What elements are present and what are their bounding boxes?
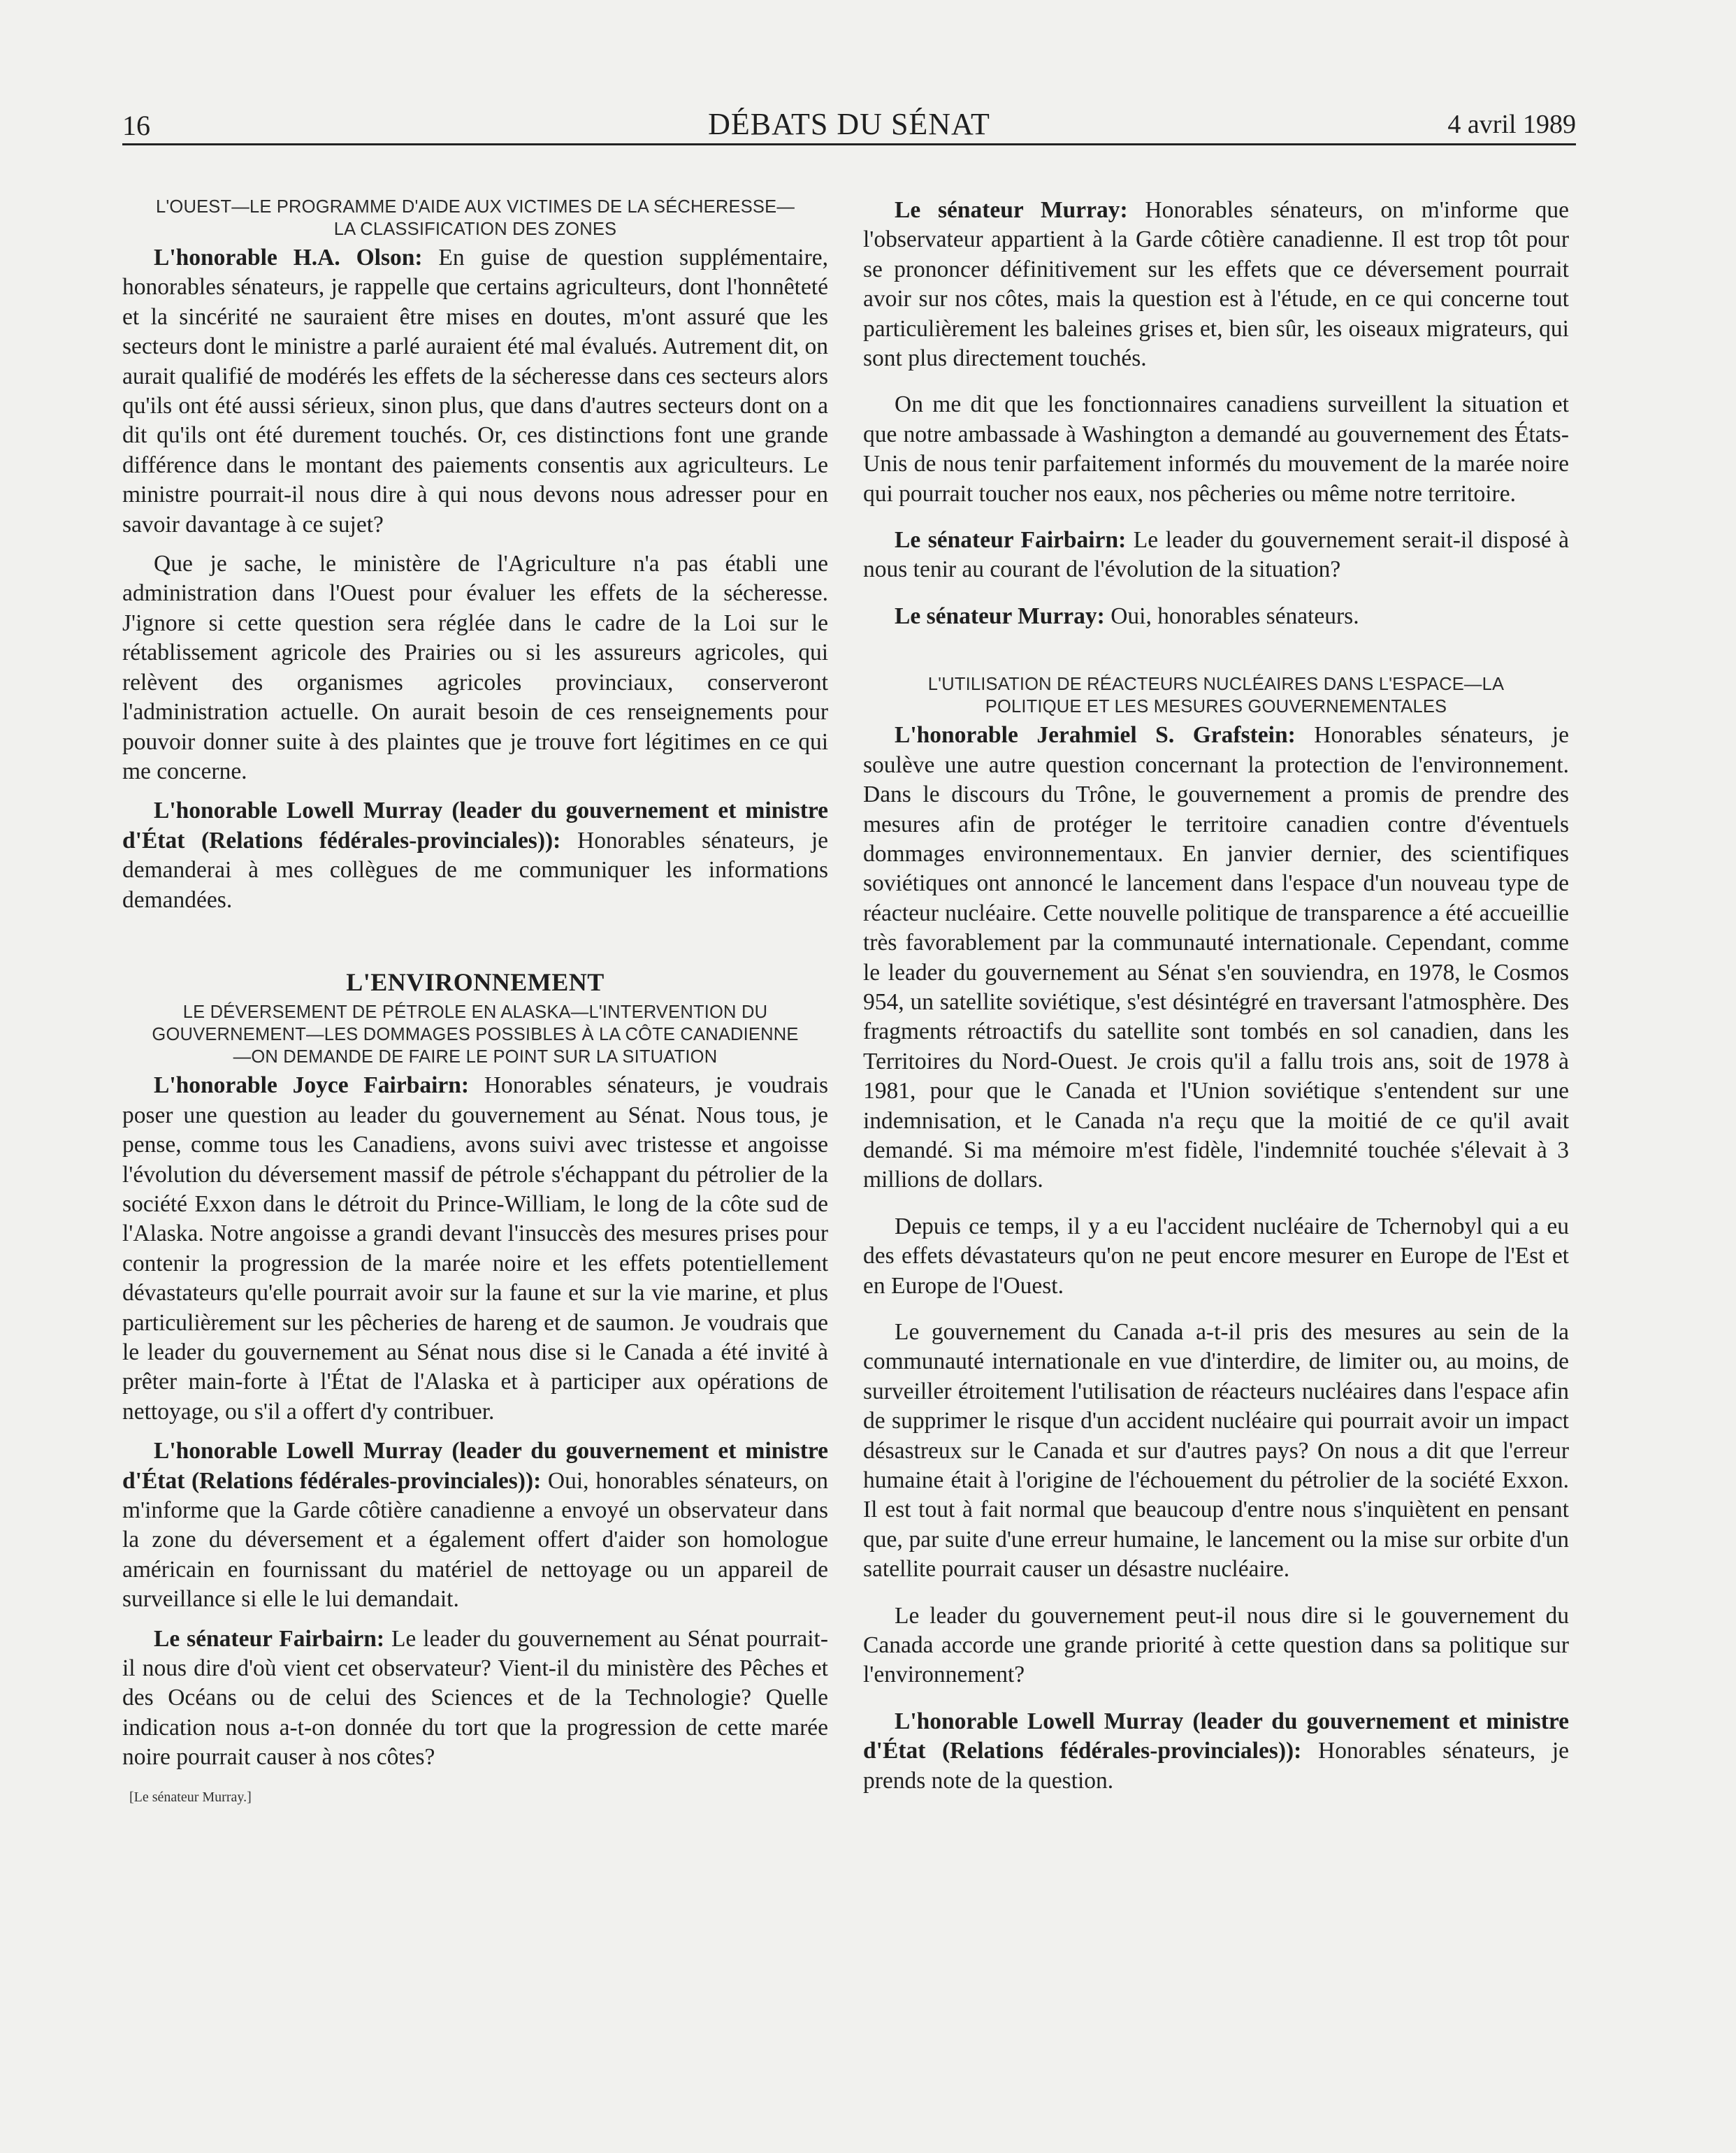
speaker-name: Le sénateur Murray:	[895, 603, 1105, 629]
paragraph-text: Oui, honorables sénateurs, on m'informe que la Garde côtière canadienne a envoyé un observateur dans la zone du déversement et a également offert d'aider son homologue américain en fournissant du matériel de nettoyage ou un appareil de surveillance si elle le lui demandait.	[122, 1467, 829, 1613]
speaker-name: L'honorable Lowell Murray (leader du gouvernement et ministre d'État (Relations fédérales-provinciales)):	[122, 798, 828, 854]
paragraph-olson	[122, 243, 828, 540]
paragraph-text: Honorables sénateurs, je soulève une autre question concernant la protection de l'environnement. Dans le discours du Trône, le gouvernement a promis de prendre des mesures afin de protéger le territoire canadien contre d'éventuels dommages environnementaux. En janvier dernier, des scientifiques soviétiques ont annoncé le lancement dans l'espace d'un nouveau type de réacteur nucléaire. Cette nouvelle politique de transparence a été accueillie très favorablement par la communauté internationale. Cependant, comme le leader du gouvernement au Sénat s'en souviendra, en 1978, le Cosmos 954, un satellite soviétique, s'est désintégré en traversant l'atmosphère. Des fragments rétroactifs du satellite sont tombés en sol canadien, dans les Territoires du Nord-Ouest. Je crois qu'il a fallu trois ans, soit de 1978 à 1981, pour que le Canada et l'Union soviétique s'entendent sur une indemnisation, et le Canada n'a reçu que la moitié de ce qu'il avait demandé. Si ma mémoire m'est fidèle, l'indemnité touchée s'élevait à 3 millions de dollars.	[863, 722, 1569, 1193]
speaker-name: L'honorable Joyce Fairbairn:	[154, 1072, 470, 1099]
paragraph-text: Le leader du gouvernement peut-il nous dire si le gouvernement du Canada accorde une grande priorité à cette question dans sa politique sur l'environnement?	[863, 1602, 1569, 1688]
paragraph-text: Honorables sénateurs, je voudrais poser une question au leader du gouvernement au Sénat. Nous tous, je pense, comme tous les Canadiens, avons suivi avec tristesse et angoisse l'évolution du déversement massif de pétrole s'échappant du pétrolier de la société Exxon dans le détroit du Prince-William, le long de la côte sud de l'Alaska. Notre angoisse a grandi devant l'insuccès des mesures prises pour contenir la progression de la marée noire et les effets potentiellement dévastateurs qu'elle pourrait avoir sur la faune et sur la vie marine, et plus particulièrement sur les pêcheries de hareng et de saumon. Je voudrais que le leader du gouvernement au Sénat nous dise si le Canada a été invité à prêter main-forte à l'État de l'Alaska et à participer aux opérations de nettoyage, ou s'il a offert d'y contribuer.	[122, 1072, 828, 1425]
header-rule	[122, 143, 1576, 145]
speaker-name: L'honorable Jerahmiel S. Grafstein:	[895, 722, 1296, 749]
subheading-drought: L'OUEST—LE PROGRAMME D'AIDE AUX VICTIMES DE LA SÉCHERESSE—LA CLASSIFICATION DES ZONES	[155, 197, 795, 239]
paragraph-text: Honorables sénateurs, je prends note de la question.	[863, 1738, 1569, 1794]
paragraph-fairbairn-followup	[122, 1625, 828, 1773]
section-title-environment: L'ENVIRONNEMENT	[346, 967, 605, 996]
paragraph-murray-reply	[122, 796, 828, 915]
speaker-name: Le sénateur Fairbairn:	[895, 527, 1127, 554]
paragraph-text: Honorables sénateurs, on m'informe que l'observateur appartient à la Garde côtière canadienne. Il est trop tôt pour se prononcer définitivement sur les effets que ce déversement pourrait avoir sur nos côtes, mais la question est à l'étude, en ce qui concerne tout particulièrement les baleines grises et, bien sûr, les oiseaux migrateurs, qui sont plus directement touchés.	[863, 197, 1569, 372]
paragraph-text: Depuis ce temps, il y a eu l'accident nucléaire de Tchernobyl qui a eu des effets dévastateurs qu'on ne peut encore mesurer en Europe de l'Est et en Europe de l'Ouest.	[863, 1213, 1569, 1299]
paragraph-text: Oui, honorables sénateurs.	[1104, 603, 1359, 629]
paragraph-fairbairn-update	[863, 526, 1569, 585]
paragraph-chernobyl	[863, 1212, 1569, 1301]
speaker-name: L'honorable Lowell Murray (leader du gouvernement et ministre d'État (Relations fédérales-provinciales)):	[122, 1438, 828, 1494]
speaker-name: L'honorable H.A. Olson:	[154, 245, 423, 271]
paragraph-murray-officials	[863, 390, 1569, 509]
paragraph-text: Le gouvernement du Canada a-t-il pris des mesures au sein de la communauté internationale en vue d'interdire, de limiter ou, au moins, de surveiller étroitement l'utilisation de réacteurs nucléaires dans l'espace afin de supprimer le risque d'un accident nucléaire qui pourrait avoir un impact désastreux sur le Canada et sur d'autres pays? On nous a dit que l'erreur humaine était à l'origine de l'échouement du pétrolier de la société Exxon. Il est tout à fait normal que beaucoup d'entre nous s'inquiètent en pensant que, par suite d'une erreur humaine, le lancement ou la mise sur orbite d'un satellite pourrait causer un désastre nucléaire.	[863, 1319, 1569, 1583]
speaker-name: Le sénateur Murray:	[895, 197, 1128, 223]
subheading-alaska-spill: LE DÉVERSEMENT DE PÉTROLE EN ALASKA—L'INTERVENTION DU GOUVERNEMENT—LES DOMMAGES POSSIBLES À LA CÔTE CANADIENNE—ON DEMANDE DE FAIRE LE POINT SUR LA SITUATION	[152, 1002, 799, 1067]
paragraph-fairbairn	[122, 1071, 828, 1427]
paragraph-murray-answer	[122, 1436, 828, 1614]
paragraph-olson-cont	[122, 549, 828, 786]
publication-date: 4 avril 1989	[1447, 110, 1576, 139]
paragraph-canada-measures	[863, 1318, 1569, 1585]
paragraph-priority-question	[863, 1601, 1569, 1690]
speaker-footnote: [Le sénateur Murray.]	[129, 1789, 252, 1805]
paragraph-murray-observer	[863, 196, 1569, 373]
paragraph-text: Honorables sénateurs, je demanderai à mes collègues de me communiquer les informations demandées.	[122, 827, 828, 913]
section-spacer	[863, 631, 1569, 673]
speaker-name: Le sénateur Fairbairn:	[154, 1625, 385, 1652]
right-column	[863, 196, 1569, 1796]
subheading-nuclear-reactors: L'UTILISATION DE RÉACTEURS NUCLÉAIRES DANS L'ESPACE—LA POLITIQUE ET LES MESURES GOUVERNEMENTALES	[927, 675, 1505, 717]
publication-title: DÉBATS DU SÉNAT	[708, 107, 990, 141]
speaker-name: L'honorable Lowell Murray (leader du gouvernement et ministre d'État (Relations fédérales-provinciales)):	[863, 1708, 1569, 1764]
paragraph-text: Que je sache, le ministère de l'Agriculture n'a pas établi une administration dans l'Ouest pour évaluer les effets de la sécheresse. J'ignore si cette question sera réglée dans le cadre de la Loi sur le rétablissement agricole des Prairies ou si les assureurs agricoles, qui relèvent des organismes agricoles provinciaux, conserveront l'administration actuelle. On aurait besoin de ces renseignements pour pouvoir donner suite à des plaintes que je trouve fort légitimes en ce qui me concerne.	[122, 551, 828, 784]
page-number: 16	[122, 110, 150, 141]
paragraph-text: On me dit que les fonctionnaires canadiens surveillent la situation et que notre ambassade à Washington a demandé au gouvernement des États-Unis de nous tenir parfaitement informés du mouvement de la marée noire qui pourrait toucher nos eaux, nos pêcheries ou même notre territoire.	[863, 391, 1569, 507]
paragraph-text: Le leader du gouvernement serait-il disposé à nous tenir au courant de l'évolution de la situation?	[863, 527, 1570, 583]
paragraph-text: En guise de question supplémentaire, honorables sénateurs, je rappelle que certains agriculteurs, dont l'honnêteté et la sincérité ne sauraient être mises en doutes, m'ont assuré que les secteurs dont le ministre a parlé auraient été mal évalués. Autrement dit, on aurait qualifié de modérés les effets de la sécheresse dans ces secteurs alors qu'ils ont été aussi sérieux, sinon plus, que dans d'autres secteurs dont on a dit qu'ils ont été durement touchés. Or, ces distinctions font une grande différence dans le montant des paiements consentis aux agriculteurs. Le ministre pourrait-il nous dire à qui nous devons nous adresser pour en savoir davantage à ce sujet?	[122, 245, 828, 538]
paragraph-text: Le leader du gouvernement au Sénat pourrait-il nous dire d'où vient cet observateur? Vient-il du ministère des Pêches et des Océans ou de celui des Sciences et de la Technologie? Quelle indication nous a-t-on donnée du tort que la progression de cette marée noire pourrait causer à nos côtes?	[122, 1625, 829, 1771]
paragraph-murray-yes	[863, 602, 1569, 631]
page-header	[122, 103, 1576, 145]
paragraph-grafstein	[863, 721, 1569, 1195]
paragraph-murray-note	[863, 1707, 1569, 1796]
left-column	[122, 196, 828, 1806]
